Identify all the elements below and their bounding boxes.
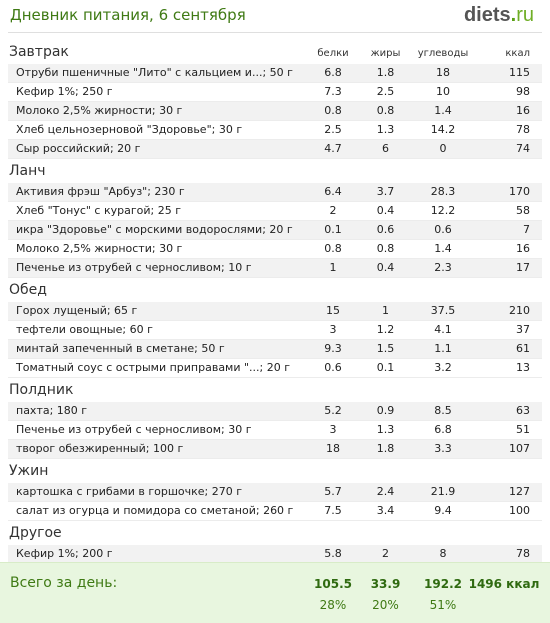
food-carbs: 1.4 [434, 242, 452, 255]
food-kcal: 63 [516, 404, 530, 417]
site-logo[interactable] [464, 4, 534, 27]
food-carbs: 10 [436, 85, 450, 98]
food-carbs: 6.8 [434, 423, 452, 436]
header-divider [8, 32, 542, 33]
food-protein: 0.6 [324, 361, 342, 374]
meal-title: Ужин [9, 463, 49, 479]
food-row[interactable] [8, 121, 542, 140]
food-row[interactable] [8, 502, 542, 521]
food-name: Сыр российский; 20 г [16, 142, 141, 155]
food-kcal: 58 [516, 204, 530, 217]
food-name: Отруби пшеничные "Лито" с кальцием и...; 50 г [16, 66, 293, 79]
food-protein: 5.7 [324, 485, 342, 498]
food-fat: 0.4 [376, 261, 395, 274]
food-protein: 5.2 [324, 404, 342, 417]
food-kcal: 170 [509, 185, 530, 198]
meal-section [0, 40, 550, 159]
food-name: минтай запеченный в сметане; 50 г [16, 342, 225, 355]
food-carbs: 0.6 [434, 223, 452, 236]
totals-carbs: 192.2 [424, 577, 462, 591]
meal-section [0, 278, 550, 378]
food-name: тефтели овощные; 60 г [16, 323, 153, 336]
food-name: Горох лущеный; 65 г [16, 304, 138, 317]
totals-protein: 105.5 [314, 577, 352, 591]
meal-title-row [0, 521, 550, 545]
totals-carbs-pct: 51% [429, 598, 457, 612]
food-row[interactable] [8, 221, 542, 240]
food-fat: 2.5 [376, 85, 395, 98]
meal-title-row [0, 378, 550, 402]
food-kcal: 61 [516, 342, 530, 355]
food-carbs: 0 [439, 142, 447, 155]
food-protein: 6.4 [324, 185, 342, 198]
food-kcal: 98 [516, 85, 530, 98]
food-protein: 18 [326, 442, 340, 455]
food-protein: 7.5 [324, 504, 342, 517]
food-name: Молоко 2,5% жирности; 30 г [16, 242, 183, 255]
food-row[interactable] [8, 340, 542, 359]
food-protein: 2 [329, 204, 337, 217]
food-fat: 1.8 [376, 66, 395, 79]
food-carbs: 18 [436, 66, 450, 79]
totals-kcal: 1496 ккал [468, 577, 540, 591]
food-name: Томатный соус с острыми приправами "...; 20 г [16, 361, 291, 374]
food-kcal: 127 [509, 485, 530, 498]
food-row[interactable] [8, 202, 542, 221]
food-fat: 2 [382, 547, 389, 560]
food-row[interactable] [8, 183, 542, 202]
food-row[interactable] [8, 64, 542, 83]
food-protein: 0.1 [324, 223, 342, 236]
food-row[interactable] [8, 140, 542, 159]
meal-title: Полдник [9, 382, 74, 398]
food-carbs: 9.4 [434, 504, 452, 517]
food-carbs: 14.2 [430, 123, 456, 136]
page-title: Дневник питания, 6 сентября [10, 6, 246, 24]
logo-main: diets [463, 4, 511, 26]
col-header-carbs: углеводы [417, 48, 469, 59]
food-protein: 6.8 [324, 66, 342, 79]
food-fat: 0.8 [376, 242, 395, 255]
food-protein: 9.3 [324, 342, 342, 355]
totals-label: Всего за день: [10, 575, 118, 591]
col-header-fat: жиры [370, 48, 401, 59]
totals-fat-pct: 20% [372, 598, 399, 612]
food-kcal: 7 [523, 223, 530, 236]
meal-title-row [0, 40, 550, 64]
col-header-kcal: ккал [505, 48, 530, 59]
food-kcal: 210 [509, 304, 530, 317]
food-carbs: 12.2 [430, 204, 456, 217]
food-name: икра "Здоровье" с морскими водорослями; 20 г [16, 223, 293, 236]
food-kcal: 51 [516, 423, 530, 436]
food-carbs: 8 [439, 547, 447, 560]
food-fat: 3.7 [376, 185, 395, 198]
food-fat: 1.3 [376, 123, 395, 136]
column-headers [0, 48, 550, 62]
food-name: Хлеб цельнозерновой "Здоровье"; 30 г [16, 123, 243, 136]
meal-title: Обед [9, 282, 47, 298]
food-row[interactable] [8, 421, 542, 440]
daily-totals [0, 562, 550, 623]
food-kcal: 78 [516, 547, 530, 560]
food-fat: 0.8 [376, 104, 395, 117]
food-row[interactable] [8, 102, 542, 121]
food-kcal: 13 [516, 361, 530, 374]
food-carbs: 1.1 [434, 342, 452, 355]
food-carbs: 8.5 [434, 404, 452, 417]
totals-protein-pct: 28% [319, 598, 347, 612]
food-carbs: 2.3 [434, 261, 452, 274]
food-row[interactable] [8, 259, 542, 278]
food-kcal: 16 [516, 104, 530, 117]
food-protein: 3 [329, 323, 337, 336]
food-fat: 3.4 [376, 504, 395, 517]
food-row[interactable] [8, 402, 542, 421]
food-name: Печенье из отрубей с черносливом; 10 г [16, 261, 252, 274]
food-kcal: 100 [509, 504, 530, 517]
food-row[interactable] [8, 321, 542, 340]
food-name: картошка с грибами в горшочке; 270 г [16, 485, 243, 498]
food-fat: 0.1 [376, 361, 395, 374]
food-row[interactable] [8, 302, 542, 321]
food-carbs: 21.9 [430, 485, 456, 498]
meal-title-row [0, 459, 550, 483]
food-carbs: 28.3 [430, 185, 456, 198]
food-name: творог обезжиренный; 100 г [16, 442, 184, 455]
meal-title-row [0, 278, 550, 302]
food-fat: 0.9 [376, 404, 395, 417]
food-kcal: 107 [509, 442, 530, 455]
meal-section [0, 459, 550, 521]
food-carbs: 3.3 [434, 442, 452, 455]
food-fat: 1.3 [376, 423, 395, 436]
food-protein: 5.8 [324, 547, 342, 560]
food-carbs: 37.5 [430, 304, 456, 317]
food-fat: 0.4 [376, 204, 395, 217]
food-protein: 2.5 [324, 123, 342, 136]
food-kcal: 78 [516, 123, 530, 136]
logo-dot: . [510, 4, 517, 26]
food-row[interactable] [8, 483, 542, 502]
food-name: салат из огурца и помидора со сметаной; 260 г [16, 504, 294, 517]
meal-title: Другое [9, 525, 62, 541]
food-name: Печенье из отрубей с черносливом; 30 г [16, 423, 252, 436]
food-name: Кефир 1%; 200 г [16, 547, 113, 560]
meal-title-row [0, 159, 550, 183]
food-row[interactable] [8, 359, 542, 378]
food-fat: 6 [382, 142, 389, 155]
food-kcal: 37 [516, 323, 530, 336]
food-diary [0, 40, 550, 564]
logo-tld: ru [516, 4, 534, 26]
meal-title: Завтрак [9, 44, 69, 60]
food-protein: 4.7 [324, 142, 342, 155]
food-fat: 2.4 [376, 485, 395, 498]
meal-section [0, 521, 550, 564]
food-kcal: 16 [516, 242, 530, 255]
col-header-protein: белки [317, 48, 349, 59]
food-fat: 0.6 [376, 223, 395, 236]
food-protein: 7.3 [324, 85, 342, 98]
page-header [0, 0, 550, 34]
food-fat: 1.8 [376, 442, 395, 455]
meal-section [0, 378, 550, 459]
food-protein: 3 [329, 423, 337, 436]
food-name: Молоко 2,5% жирности; 30 г [16, 104, 183, 117]
totals-fat: 33.9 [370, 577, 401, 591]
food-row[interactable] [8, 440, 542, 459]
food-kcal: 17 [516, 261, 530, 274]
food-name: Активия фрэш "Арбуз"; 230 г [16, 185, 185, 198]
food-protein: 15 [326, 304, 340, 317]
meal-section [0, 159, 550, 278]
meal-title: Ланч [9, 163, 46, 179]
food-protein: 0.8 [324, 104, 342, 117]
food-carbs: 3.2 [434, 361, 452, 374]
food-name: пахта; 180 г [16, 404, 88, 417]
food-fat: 1.2 [376, 323, 395, 336]
food-kcal: 74 [516, 142, 530, 155]
food-name: Хлеб "Тонус" с курагой; 25 г [16, 204, 181, 217]
food-row[interactable] [8, 240, 542, 259]
food-fat: 1.5 [376, 342, 395, 355]
food-carbs: 4.1 [434, 323, 452, 336]
food-kcal: 115 [509, 66, 530, 79]
food-name: Кефир 1%; 250 г [16, 85, 113, 98]
food-protein: 1 [329, 261, 337, 274]
food-fat: 1 [382, 304, 389, 317]
food-row[interactable] [8, 83, 542, 102]
food-protein: 0.8 [324, 242, 342, 255]
food-carbs: 1.4 [434, 104, 452, 117]
